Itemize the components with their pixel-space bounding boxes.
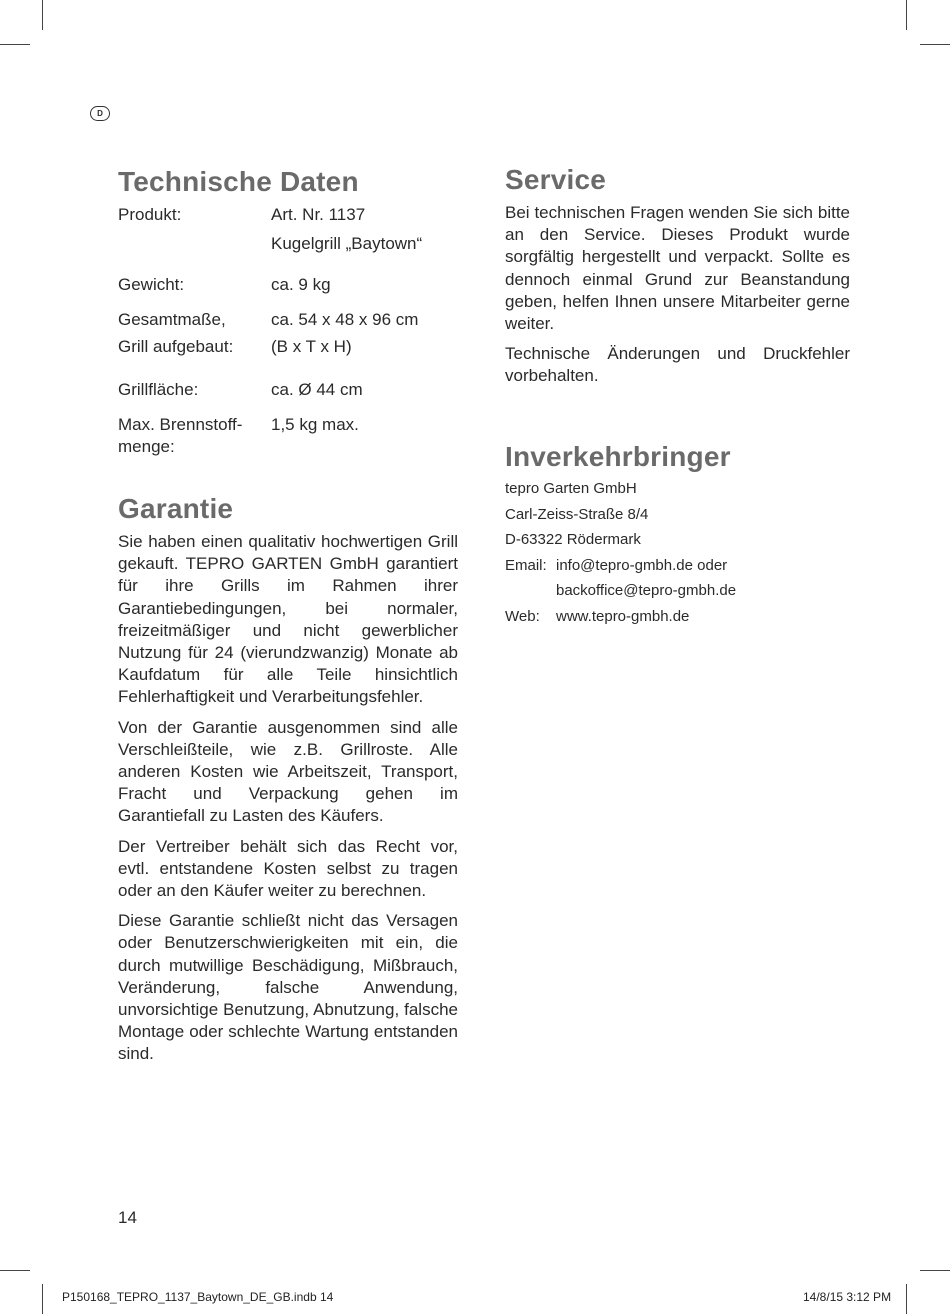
crop-mark <box>906 0 907 30</box>
tech-value: ca. Ø 44 cm <box>271 380 363 399</box>
tech-label: Gesamtmaße, <box>118 310 226 329</box>
tech-value: ca. 54 x 48 x 96 cm <box>271 310 419 329</box>
service-section <box>505 164 850 396</box>
crop-mark <box>906 1284 907 1314</box>
tech-value: Kugelgrill „Baytown“ <box>271 234 423 253</box>
crop-mark <box>920 44 950 45</box>
service-paragraph: Bei technischen Fragen wenden Sie sich bitte an den Service. Dieses Produkt wurde sorgfältig hergestellt und verpackt. Sollte es dennoch einmal Grund zur Beanstandung geben, helfen Ihnen unsere Mitarbeiter gerne weiter. <box>505 203 850 334</box>
email-label: Email: <box>505 556 547 574</box>
service-paragraph: Technische Änderungen und Druckfehler vorbehalten. <box>505 344 850 386</box>
web-label: Web: <box>505 607 540 625</box>
tech-value: Art. Nr. 1137 <box>271 205 366 224</box>
street-address: Carl-Zeiss-Straße 8/4 <box>505 505 649 523</box>
garantie-heading: Garantie <box>118 493 234 524</box>
print-slug-date: 14/8/15 3:12 PM <box>803 1290 892 1304</box>
garantie-paragraph: Der Vertreiber behält sich das Recht vor, evtl. entstandene Kosten selbst zu tragen oder an den Käufer weiter zu berechnen. <box>118 836 458 901</box>
inverkehrbringer-section <box>505 441 850 629</box>
tech-label: Gewicht: <box>118 275 185 294</box>
email-row <box>505 553 850 579</box>
web-row <box>505 604 850 630</box>
crop-mark <box>0 44 30 45</box>
tech-label: Grill aufgebaut: <box>118 337 234 356</box>
garantie-section <box>118 493 458 1074</box>
tech-data-table <box>118 204 458 464</box>
tech-label: menge: <box>118 437 175 456</box>
garantie-paragraph: Von der Garantie ausgenommen sind alle Verschleißteile, wie z.B. Grillroste. Alle anderen Kosten wie Arbeitszeit, Transport, Fracht und Verpackung gehen im Garantiefall zu Lasten des Käufers. <box>118 717 458 826</box>
email-row-2 <box>505 578 850 604</box>
crop-mark <box>0 1270 30 1271</box>
service-heading: Service <box>505 164 607 195</box>
crop-mark <box>42 0 43 30</box>
contact-block <box>505 476 850 629</box>
tech-label: Max. Brennstoff- <box>118 415 243 434</box>
print-slug-file: P150168_TEPRO_1137_Baytown_DE_GB.indb 14 <box>62 1290 334 1304</box>
company-name: tepro Garten GmbH <box>505 480 637 497</box>
garantie-paragraph: Diese Garantie schließt nicht das Versagen oder Benutzerschwierigkeiten mit ein, die durch mutwillige Beschädigung, Mißbrauch, Veränderung, falsche Anwendung, unvorsichtige Benutzung, Abnutzung, falsche Montage oder schlechte Wartung entstanden sind. <box>118 911 458 1064</box>
tech-value: 1,5 kg max. <box>271 415 359 434</box>
language-badge: D <box>90 106 110 121</box>
technische-daten-heading: Technische Daten <box>118 166 359 197</box>
garantie-paragraph: Sie haben einen qualitativ hochwertigen Grill gekauft. TEPRO GARTEN GmbH garantiert für ihre Grills im Rahmen ihrer Garantiebedingungen, bei normaler, freizeitmäßiger und nicht gewerblicher Nutzung für 24 (vierundzwanzig) Monate ab Kaufdatum für alle Teile hinsichtlich Fehlerhaftigkeit und Verarbeitungsfehler. <box>118 532 458 707</box>
page-number: 14 <box>118 1208 137 1227</box>
crop-mark <box>42 1284 43 1314</box>
tech-label: Grillfläche: <box>118 380 199 399</box>
email-link[interactable]: info@tepro-gmbh.de oder <box>556 556 728 574</box>
tech-value: ca. 9 kg <box>271 275 331 294</box>
email-link-2[interactable]: backoffice@tepro-gmbh.de <box>556 582 737 599</box>
crop-mark <box>920 1270 950 1271</box>
tech-label: Produkt: <box>118 205 182 224</box>
technische-daten-section <box>118 166 458 198</box>
city-address: D-63322 Rödermark <box>505 531 641 548</box>
tech-value: (B x T x H) <box>271 337 352 356</box>
web-link[interactable]: www.tepro-gmbh.de <box>556 607 690 625</box>
inverkehrbringer-heading: Inverkehrbringer <box>505 441 731 472</box>
